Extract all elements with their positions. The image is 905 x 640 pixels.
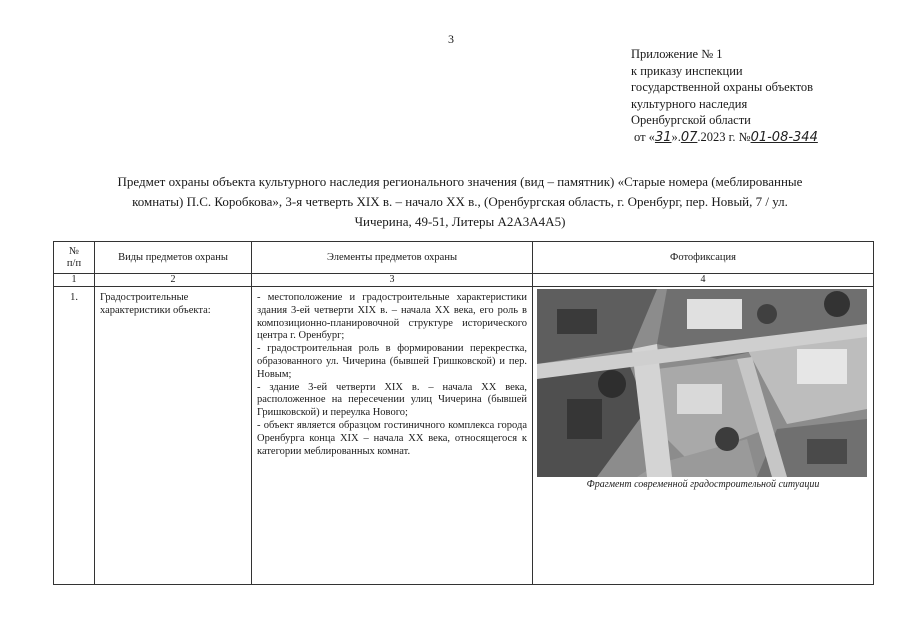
header-num-line2: п/п [66, 257, 82, 269]
element-item: - объект является образцом гостиничного комплекса города Оренбурга конца XIX – начала XX века, относящегося к категории меблированных комнат. [257, 419, 527, 457]
page-number: 3 [448, 32, 454, 46]
header-num [54, 242, 95, 274]
row-photo [533, 287, 874, 585]
protection-table [53, 241, 874, 585]
header-elements: Элементы предметов охраны [252, 242, 533, 274]
handwritten-day: 31 [654, 129, 672, 145]
aerial-photo-image [537, 289, 867, 477]
header-photo: Фотофиксация [533, 242, 874, 274]
appendix-line: культурного наследия [631, 96, 748, 111]
element-item: - местоположение и градостроительные характеристики здания 3-ей четверти XIX в. – начала XX века, его роль в композиционно-планировочной структуре исторического центра г. Оренбург; [257, 292, 527, 342]
order-date-line [634, 129, 818, 147]
column-number-row [54, 274, 874, 287]
element-item: - градостроительная роль в формировании перекрестка, образованного ул. Чичерина (бывшей Гришковской) и пер. Новым; [257, 343, 527, 380]
handwritten-order-number: 01-08-344 [750, 129, 818, 145]
appendix-line: Приложение № 1 [631, 47, 723, 61]
year-text: .2023 г. № [697, 129, 751, 144]
row-kind: Градостроительные характеристики объекта: [95, 287, 252, 585]
title-line: комнаты) П.С. Коробкова», 3-я четверть XIX в. – начало XX в., (Оренбургская область, г. Оренбург, пер. Новый, 7 / ул. [132, 194, 788, 209]
appendix-line: государственной охраны объектов [631, 80, 814, 94]
title-line: Чичерина, 49-51, Литеры А2А3А4А5) [354, 214, 566, 229]
row-number: 1. [54, 287, 95, 585]
row-elements [252, 287, 533, 585]
aerial-photo [537, 289, 867, 477]
date-prefix: от « [634, 129, 655, 144]
appendix-line: к приказу инспекции [631, 63, 743, 78]
col-number: 3 [252, 274, 533, 287]
appendix-block [631, 46, 818, 146]
col-number: 4 [533, 274, 874, 287]
header-kind: Виды предметов охраны [95, 242, 252, 274]
col-number: 2 [95, 274, 252, 287]
table-row [54, 287, 874, 585]
element-item: - здание 3-ей четверти XIX в. – начала XX века, расположенное на пересечении улиц Чичерина (бывшей Гришковской) и переулка Нового; [257, 381, 527, 419]
handwritten-month: 07 [680, 129, 698, 145]
table-header-row [54, 242, 874, 274]
photo-caption: Фрагмент современной градостроительной ситуации [586, 479, 820, 490]
date-sep: ». [671, 129, 681, 144]
appendix-line: Оренбургской области [631, 113, 751, 127]
title-line: Предмет охраны объекта культурного наследия регионального значения (вид – памятник) «Старые номера (меблированные [117, 174, 803, 189]
col-number: 1 [54, 274, 95, 287]
document-title [50, 172, 870, 232]
header-num-line1: № [68, 245, 80, 257]
